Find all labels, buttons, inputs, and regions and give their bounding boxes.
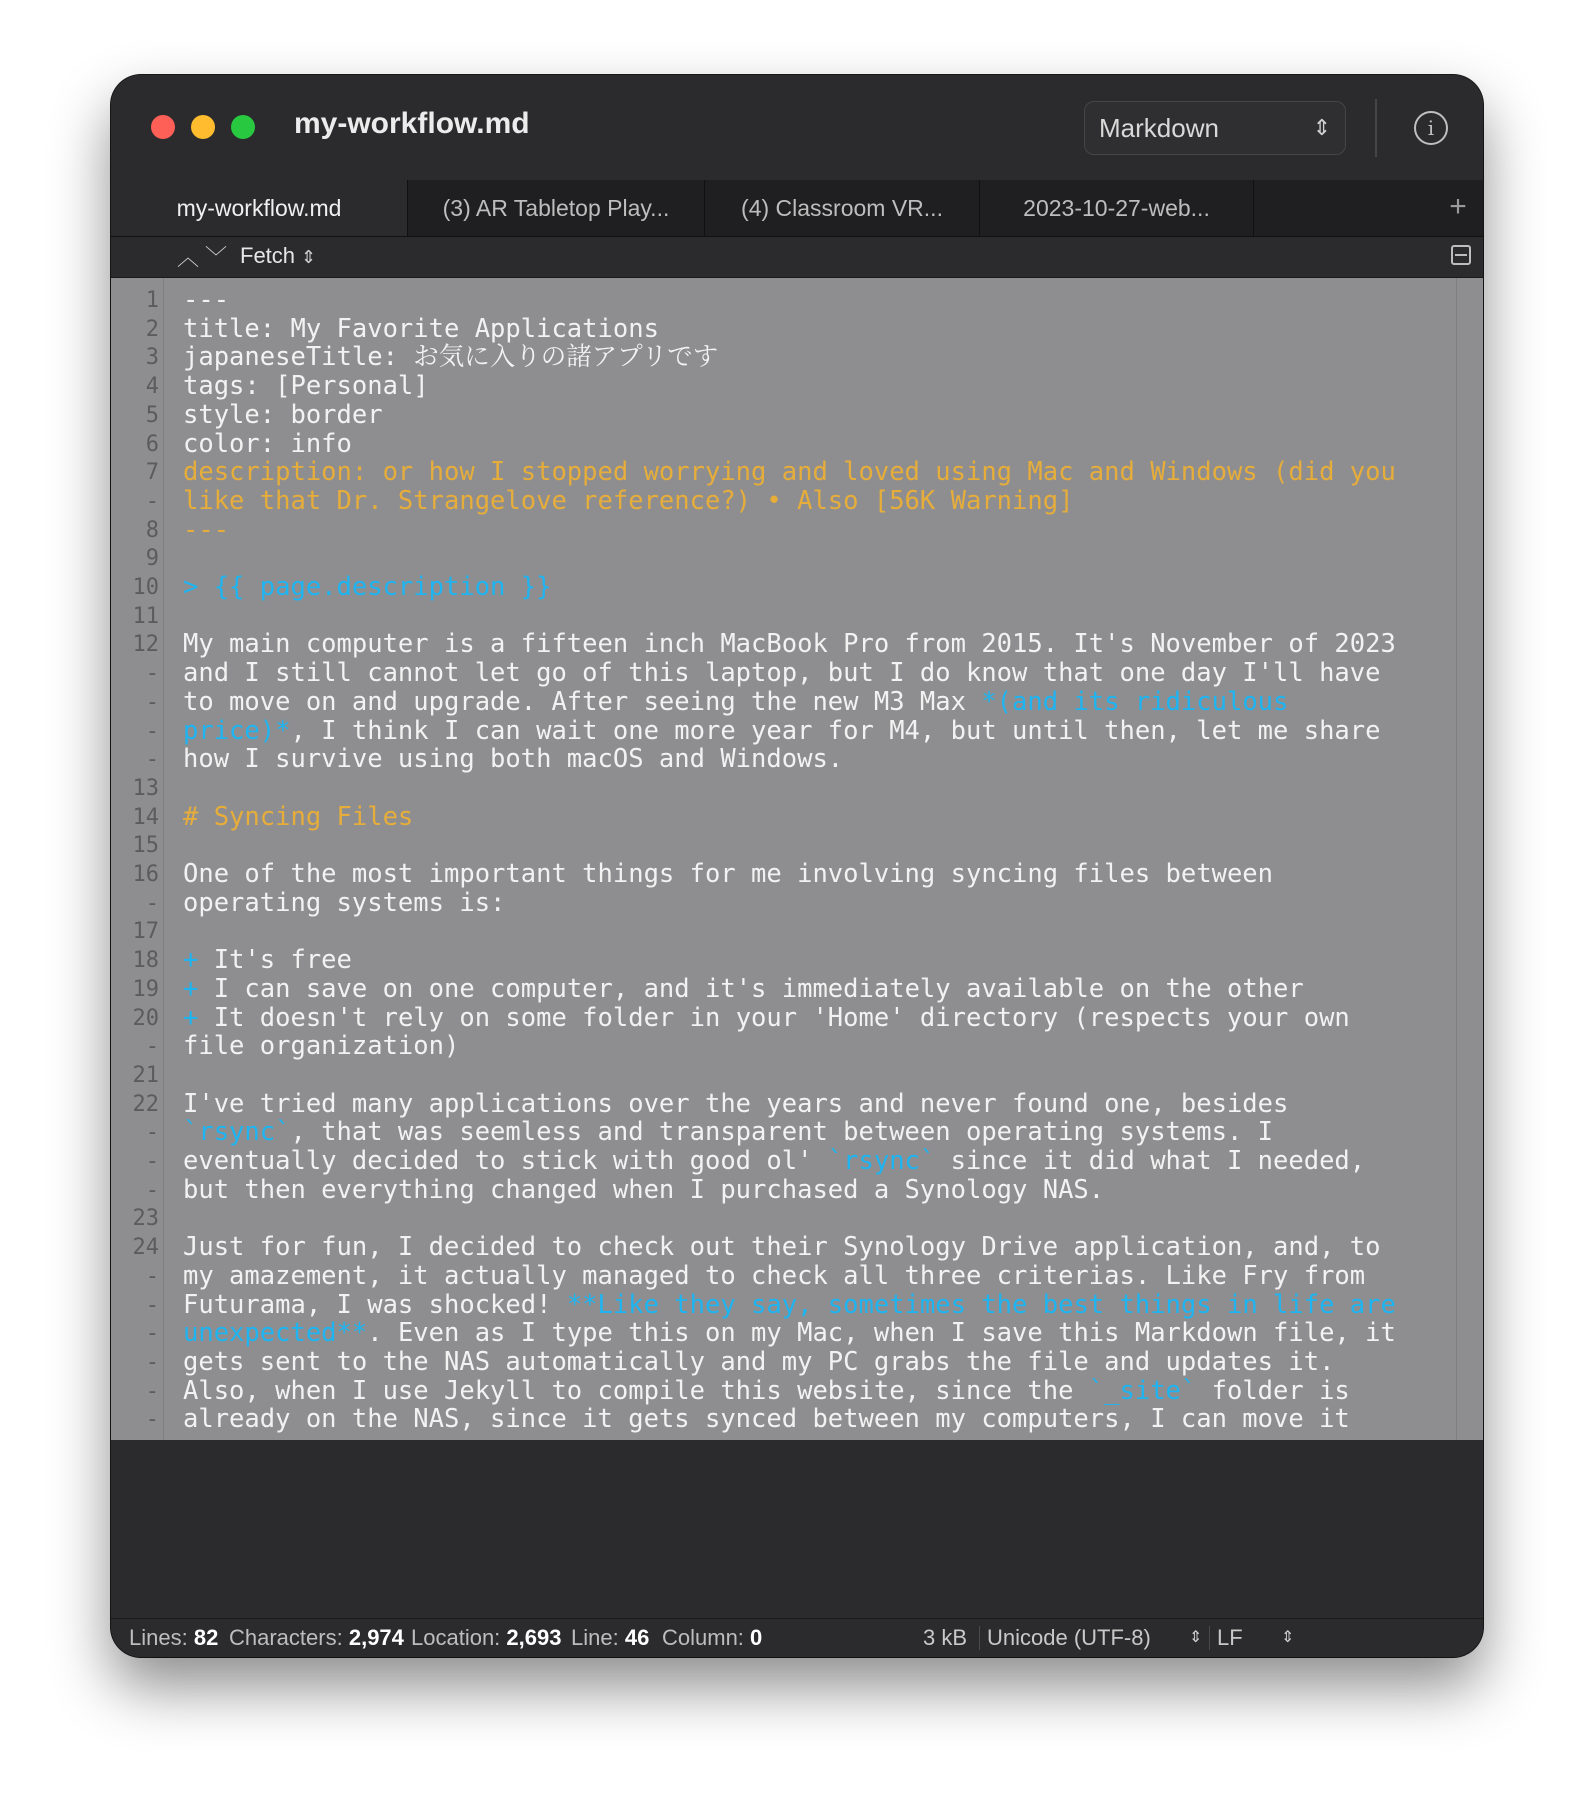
code-segment: tags: [Personal]: [183, 371, 429, 402]
line-number: 11: [132, 603, 159, 629]
code-segment: `rsync`: [183, 1117, 291, 1148]
line-value: Line: 46: [571, 1625, 650, 1650]
tab-2023-10-27-web[interactable]: [980, 180, 1254, 236]
line-number: 13: [132, 775, 159, 801]
tab-label: 2023-10-27-web...: [1023, 195, 1210, 221]
line-number: -: [145, 1407, 159, 1433]
line-number: -: [145, 1034, 159, 1060]
symbol-navigator[interactable]: [240, 243, 316, 269]
code-segment: Just for fun, I decided to check out their Synology Drive application, and, to: [183, 1232, 1381, 1263]
line-number: -: [145, 1120, 159, 1146]
split-view-icon[interactable]: [1451, 245, 1471, 265]
line-number: 15: [132, 833, 159, 859]
tab-bar: [111, 180, 1483, 237]
code-segment: `rsync`: [827, 1146, 936, 1176]
close-button[interactable]: [151, 115, 175, 139]
encoding-select[interactable]: [987, 1619, 1151, 1657]
code-segment: how I survive using both macOS and Windows.: [183, 744, 844, 775]
code-segment: **Like they say, sometimes the best things in life are: [566, 1289, 1396, 1320]
code-segment: *(and its ridiculous: [981, 686, 1289, 717]
status-divider: [979, 1626, 980, 1650]
code-segment: file organization): [183, 1031, 460, 1062]
line-number: 22: [132, 1091, 159, 1117]
line-number: 3: [145, 345, 159, 371]
symbol-navigator-label: Fetch: [240, 243, 296, 268]
code-segment: gets sent to the NAS automatically and my PC grabs the file and updates it.: [183, 1346, 1335, 1377]
previous-arrow-icon[interactable]: ︿: [177, 245, 200, 270]
window-title: my-workflow.md: [294, 107, 530, 140]
code-segment: already on the NAS, since it gets synced between my computers, I can move it: [183, 1404, 1350, 1435]
code-segment: color: info: [183, 428, 352, 459]
chevron-updown-icon: ⇕: [1312, 115, 1331, 140]
code-segment: title: My Favorite Applications: [183, 313, 659, 344]
line-number: 2: [145, 316, 159, 342]
line-number: 10: [132, 575, 159, 600]
line-number: 18: [132, 948, 159, 974]
code-segment: price)*: [183, 715, 291, 746]
code-segment: style: border: [183, 399, 383, 430]
line-number: 1: [145, 288, 159, 313]
line-number: -: [145, 1263, 159, 1289]
line-number: -: [145, 718, 159, 744]
line-number: 9: [145, 546, 159, 572]
tab-label: (4) Classroom VR...: [741, 195, 943, 221]
editor-window: [111, 75, 1483, 1657]
editor-line[interactable]: [111, 1403, 1483, 1436]
line-number: -: [145, 1292, 159, 1318]
encoding-updown-icon: ⇕: [1189, 1629, 1203, 1646]
code-segment: eventually decided to stick with good ol': [183, 1146, 828, 1176]
code-segment: unexpected**: [183, 1318, 368, 1349]
code-segment: I've tried many applications over the years and never found one, besides: [183, 1088, 1289, 1119]
code-segment: # Syncing Files: [183, 801, 414, 832]
line-number: -: [145, 747, 159, 773]
status-bar: [111, 1618, 1483, 1657]
code-segment: to move on and upgrade. After seeing the new M3 Max: [183, 686, 982, 717]
line-number: 23: [132, 1206, 159, 1232]
line-number: 6: [145, 431, 159, 457]
code-segment: since it did what I needed,: [935, 1146, 1366, 1176]
line-number: 12: [132, 632, 159, 658]
code-segment: ---: [183, 514, 230, 545]
line-number: 14: [132, 804, 159, 830]
code-segment: It doesn't rely on some folder in your 'Home' directory (respects your own: [198, 1002, 1350, 1033]
line-number: 5: [145, 402, 159, 428]
line-number: -: [145, 1177, 159, 1203]
file-size: 3 kB: [923, 1625, 968, 1650]
line-number: -: [145, 689, 159, 715]
code-segment: Also, when I use Jekyll to compile this website, since the: [183, 1375, 1089, 1406]
line-number: -: [145, 661, 159, 687]
line-number: 19: [132, 976, 159, 1002]
line-ending-select[interactable]: [1217, 1619, 1243, 1657]
code-segment: operating systems is:: [183, 887, 506, 918]
code-segment: , that was seemless and transparent between operating systems. I: [290, 1117, 1274, 1148]
code-segment: but then everything changed when I purchased a Synology NAS.: [183, 1174, 1105, 1205]
code-segment: +: [183, 1002, 199, 1033]
column-value: Column: 0: [662, 1625, 763, 1650]
updown-icon: ⇕: [301, 247, 317, 267]
lines-count: Lines: 82: [129, 1625, 219, 1650]
line-number: 20: [132, 1005, 159, 1031]
tab-my-workflow[interactable]: [111, 180, 408, 236]
code-segment: . Even as I type this on my Mac, when I save this Markdown file, it: [367, 1318, 1396, 1349]
line-text: [183, 1403, 1350, 1436]
code-segment: japaneseTitle: お気に入りの諸アプリです: [183, 342, 719, 373]
line-number: -: [145, 1349, 159, 1375]
code-segment: +: [183, 973, 199, 1004]
line-ending-updown-icon: ⇕: [1281, 1629, 1295, 1646]
code-segment: ---: [183, 285, 230, 315]
code-segment: One of the most important things for me involving syncing files between: [183, 859, 1274, 889]
code-segment: I can save on one computer, and it's immediately available on the other: [198, 973, 1304, 1004]
syntax-mode-select[interactable]: [1084, 101, 1346, 155]
tab-ar-tabletop[interactable]: [408, 180, 705, 236]
line-number: 8: [145, 517, 159, 543]
line-number: -: [145, 890, 159, 916]
code-segment: folder is: [1196, 1375, 1350, 1406]
tab-label: my-workflow.md: [176, 195, 342, 221]
zoom-button[interactable]: [231, 115, 255, 139]
line-number: 16: [132, 862, 159, 887]
title-bar: [111, 75, 1483, 180]
code-segment: `_site`: [1088, 1375, 1197, 1406]
next-arrow-icon[interactable]: ﹀: [205, 245, 228, 270]
line-number: 7: [145, 460, 159, 486]
line-number: -: [145, 1378, 159, 1404]
line-number: 17: [132, 919, 159, 945]
toolbar-divider: [1375, 99, 1377, 157]
line-ending-label: LF: [1217, 1625, 1243, 1650]
minimize-button[interactable]: [191, 115, 215, 139]
code-segment: like that Dr. Strangelove reference?) • Also [56K Warning]: [183, 485, 1074, 516]
code-segment: Futurama, I was shocked!: [183, 1289, 567, 1320]
new-tab-button[interactable]: +: [1449, 190, 1467, 223]
navigation-bar: [111, 237, 1483, 278]
code-segment: and I still cannot let go of this laptop, but I do know that one day I'll have: [183, 658, 1381, 689]
code-segment: It's free: [198, 945, 352, 976]
text-editor[interactable]: [111, 278, 1483, 1440]
line-number: 21: [132, 1062, 159, 1088]
status-divider: [1209, 1626, 1210, 1650]
code-segment: My main computer is a fifteen inch MacBook Pro from 2015. It's November of 2023: [183, 629, 1396, 660]
code-segment: > {{ page.description }}: [183, 572, 552, 602]
tab-classroom-vr[interactable]: [705, 180, 980, 236]
line-number: 24: [132, 1235, 159, 1261]
line-number: -: [145, 488, 159, 514]
code-segment: , I think I can wait one more year for M4, but until then, let me share: [290, 715, 1381, 746]
line-number: -: [145, 1149, 159, 1174]
code-segment: my amazement, it actually managed to check all three criterias. Like Fry from: [183, 1260, 1366, 1291]
characters-count: Characters: 2,974: [229, 1625, 404, 1650]
code-segment: +: [183, 945, 199, 976]
syntax-mode-label: Markdown: [1099, 113, 1219, 143]
location-value: Location: 2,693: [411, 1625, 562, 1650]
line-number: 4: [145, 374, 159, 400]
line-number: -: [145, 1321, 159, 1347]
encoding-label: Unicode (UTF-8): [987, 1625, 1151, 1650]
tab-label: (3) AR Tabletop Play...: [442, 195, 670, 221]
info-icon[interactable]: i: [1414, 111, 1448, 145]
code-segment: description: or how I stopped worrying and loved using Mac and Windows (did you: [183, 457, 1396, 488]
